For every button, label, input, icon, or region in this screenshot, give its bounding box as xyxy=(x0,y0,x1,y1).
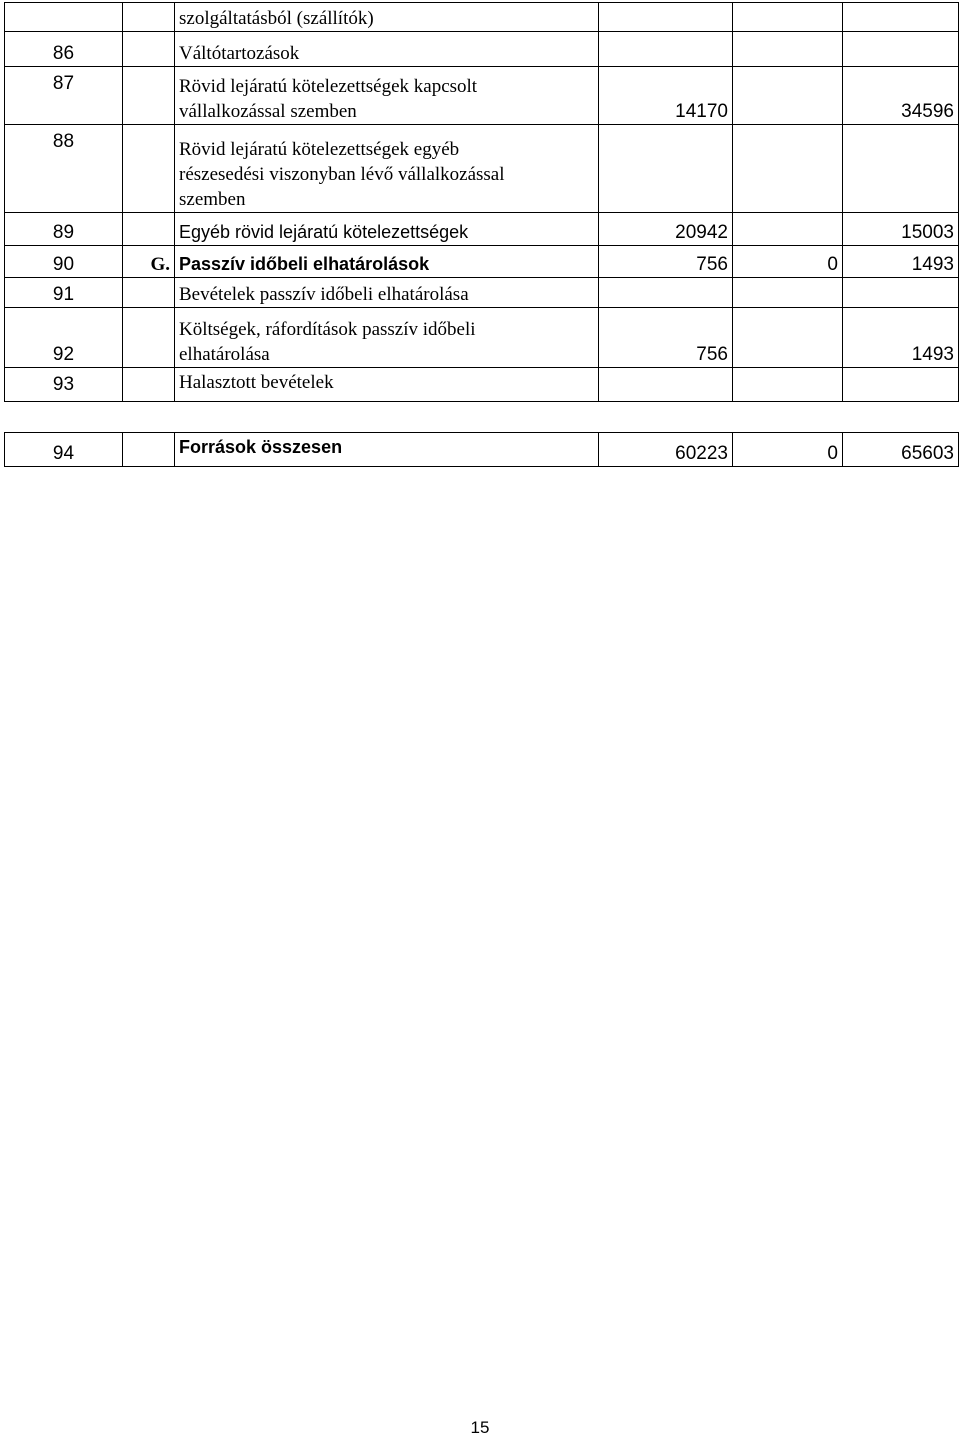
row-description xyxy=(175,125,599,213)
table-row xyxy=(5,3,959,32)
value-col-1 xyxy=(599,125,733,213)
description-line: Halasztott bevételek xyxy=(179,372,334,393)
value-col-2 xyxy=(733,3,843,32)
value-col-3 xyxy=(843,368,959,402)
row-number: 88 xyxy=(5,125,123,213)
row-number: 93 xyxy=(5,368,123,402)
value-col-3: 15003 xyxy=(843,213,959,246)
value-col-3: 65603 xyxy=(843,433,959,467)
description-line: szolgáltatásból (szállítók) xyxy=(179,8,374,29)
section-letter xyxy=(123,433,175,467)
balance-sheet-table xyxy=(4,2,959,467)
value-col-2 xyxy=(733,32,843,67)
description-line: Passzív időbeli elhatárolások xyxy=(179,254,430,274)
value-col-2 xyxy=(733,368,843,402)
description-line: Rövid lejáratú kötelezettségek egyéb xyxy=(179,139,460,160)
value-col-1 xyxy=(599,368,733,402)
value-col-3: 1493 xyxy=(843,246,959,278)
table-row xyxy=(5,278,959,308)
table-row xyxy=(5,125,959,213)
value-col-1: 14170 xyxy=(599,67,733,125)
row-description xyxy=(175,433,599,467)
row-number: 89 xyxy=(5,213,123,246)
description-line: Rövid lejáratú kötelezettségek kapcsolt xyxy=(179,76,478,97)
row-number: 86 xyxy=(5,32,123,67)
section-letter xyxy=(123,3,175,32)
value-col-3 xyxy=(843,32,959,67)
row-number: 87 xyxy=(5,67,123,125)
row-description xyxy=(175,308,599,368)
section-letter xyxy=(123,125,175,213)
value-col-2 xyxy=(733,308,843,368)
row-description xyxy=(175,32,599,67)
value-col-2 xyxy=(733,125,843,213)
value-col-1: 756 xyxy=(599,246,733,278)
row-description xyxy=(175,368,599,402)
value-col-1 xyxy=(599,3,733,32)
value-col-1: 60223 xyxy=(599,433,733,467)
section-letter xyxy=(123,213,175,246)
value-col-1 xyxy=(599,278,733,308)
table-spacer xyxy=(5,402,959,433)
section-letter xyxy=(123,308,175,368)
value-col-3: 1493 xyxy=(843,308,959,368)
page-number: 15 xyxy=(470,1418,490,1437)
value-col-1: 20942 xyxy=(599,213,733,246)
description-line: Egyéb rövid lejáratú kötelezettségek xyxy=(179,222,469,242)
total-row xyxy=(5,433,959,467)
row-number: 92 xyxy=(5,308,123,368)
section-letter: G. xyxy=(123,246,175,278)
section-letter xyxy=(123,32,175,67)
description-line: Költségek, ráfordítások passzív időbeli xyxy=(179,319,476,340)
value-col-2 xyxy=(733,213,843,246)
value-col-3 xyxy=(843,125,959,213)
table-row xyxy=(5,308,959,368)
row-number: 91 xyxy=(5,278,123,308)
row-description xyxy=(175,3,599,32)
description-line: szemben xyxy=(179,189,246,210)
description-line: Bevételek passzív időbeli elhatárolása xyxy=(179,284,469,305)
description-line: Váltótartozások xyxy=(179,43,300,64)
section-letter xyxy=(123,278,175,308)
value-col-2 xyxy=(733,278,843,308)
row-description xyxy=(175,278,599,308)
row-description xyxy=(175,246,599,278)
value-col-1: 756 xyxy=(599,308,733,368)
row-description xyxy=(175,67,599,125)
description-line: részesedési viszonyban lévő vállalkozással xyxy=(179,164,505,185)
value-col-3 xyxy=(843,278,959,308)
table-row xyxy=(5,368,959,402)
table-row xyxy=(5,213,959,246)
description-line: elhatárolása xyxy=(179,344,270,365)
value-col-2: 0 xyxy=(733,246,843,278)
table-row xyxy=(5,32,959,67)
table-row xyxy=(5,246,959,278)
section-letter xyxy=(123,67,175,125)
value-col-3: 34596 xyxy=(843,67,959,125)
value-col-1 xyxy=(599,32,733,67)
section-letter xyxy=(123,368,175,402)
row-number: 94 xyxy=(5,433,123,467)
row-number xyxy=(5,3,123,32)
table-row xyxy=(5,67,959,125)
description-line: Források összesen xyxy=(179,437,343,457)
value-col-3 xyxy=(843,3,959,32)
description-line: vállalkozással szemben xyxy=(179,101,357,122)
value-col-2: 0 xyxy=(733,433,843,467)
value-col-2 xyxy=(733,67,843,125)
row-description xyxy=(175,213,599,246)
row-number: 90 xyxy=(5,246,123,278)
